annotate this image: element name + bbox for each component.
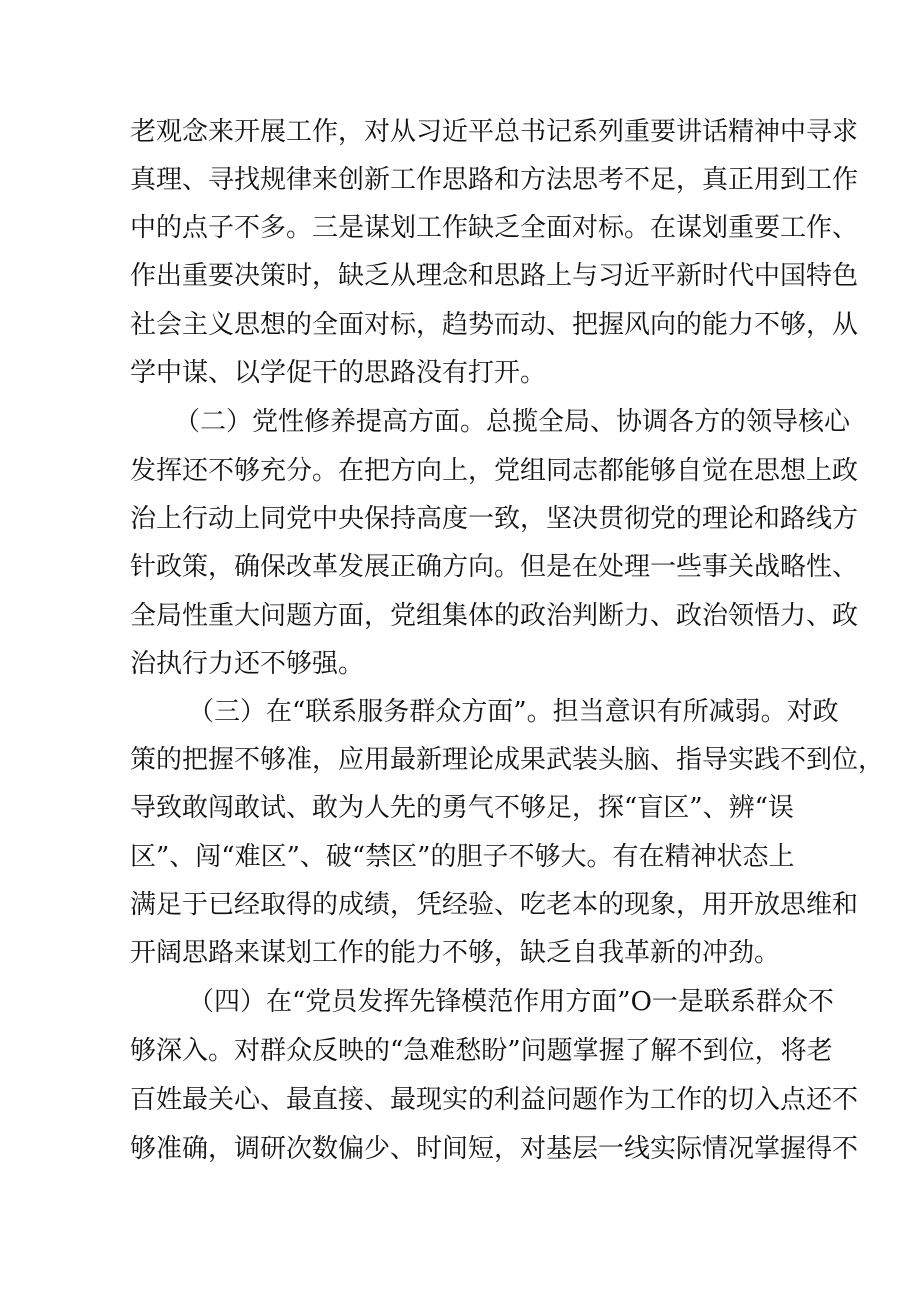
text-line: 治执行力还不够强。	[130, 649, 365, 679]
text-line: 发挥还不够充分。在把方向上，党组同志都能够自觉在思想上政	[130, 456, 859, 486]
text-line: 中的点子不多。三是谋划工作缺乏全面对标。在谋划重要工作、	[130, 213, 859, 243]
text-line: 够准确，调研次数偏少、时间短，对基层一线实际情况掌握得不	[130, 1134, 859, 1164]
text-line: 够深入。对群众反映的“急难愁盼”问题掌握了解不到位，将老	[130, 1036, 833, 1066]
paragraph-heading-line: （二）党性修养提高方面。总揽全局、协调各方的领导核心	[174, 407, 851, 437]
text-line: 社会主义思想的全面对标，趋势而动、把握风向的能力不够，从	[130, 310, 859, 340]
text-line: 老观念来开展工作，对从习近平总书记系列重要讲话精神中寻求	[130, 117, 859, 147]
paragraph-heading-line: （三）在“联系服务群众方面”。担当意识有所减弱。对政	[188, 697, 839, 727]
text-line: 满足于已经取得的成绩，凭经验、吃老本的现象，用开放思维和	[130, 890, 859, 920]
paragraph-heading-line: （四）在“党员发挥先锋模范作用方面”O一是联系群众不	[188, 987, 834, 1017]
text-line: 全局性重大问题方面，党组集体的政治判断力、政治领悟力、政	[130, 601, 859, 631]
text-line: 针政策，确保改革发展正确方向。但是在处理一些事关战略性、	[130, 552, 859, 582]
text-line: 学中谋、以学促干的思路没有打开。	[130, 358, 547, 388]
text-line: 真理、寻找规律来创新工作思路和方法思考不足，真正用到工作	[130, 165, 859, 195]
text-line: 作出重要决策时，缺乏从理念和思路上与习近平新时代中国特色	[130, 261, 859, 291]
text-line: 区”、闯“难区”、破“禁区”的胆子不够大。有在精神状态上	[130, 842, 795, 872]
text-line: 开阔思路来谋划工作的能力不够，缺乏自我革新的冲劲。	[130, 938, 781, 968]
text-line: 策的把握不够准，应用最新理论成果武装头脑、指导实践不到位，	[130, 745, 885, 775]
text-line: 百姓最关心、最直接、最现实的利益问题作为工作的切入点还不	[130, 1085, 859, 1115]
text-line: 导致敢闯敢试、敢为人先的勇气不够足，探“盲区”、辨“误	[130, 793, 794, 823]
text-line: 治上行动上同党中央保持高度一致，坚决贯彻党的理论和路线方	[130, 504, 859, 534]
